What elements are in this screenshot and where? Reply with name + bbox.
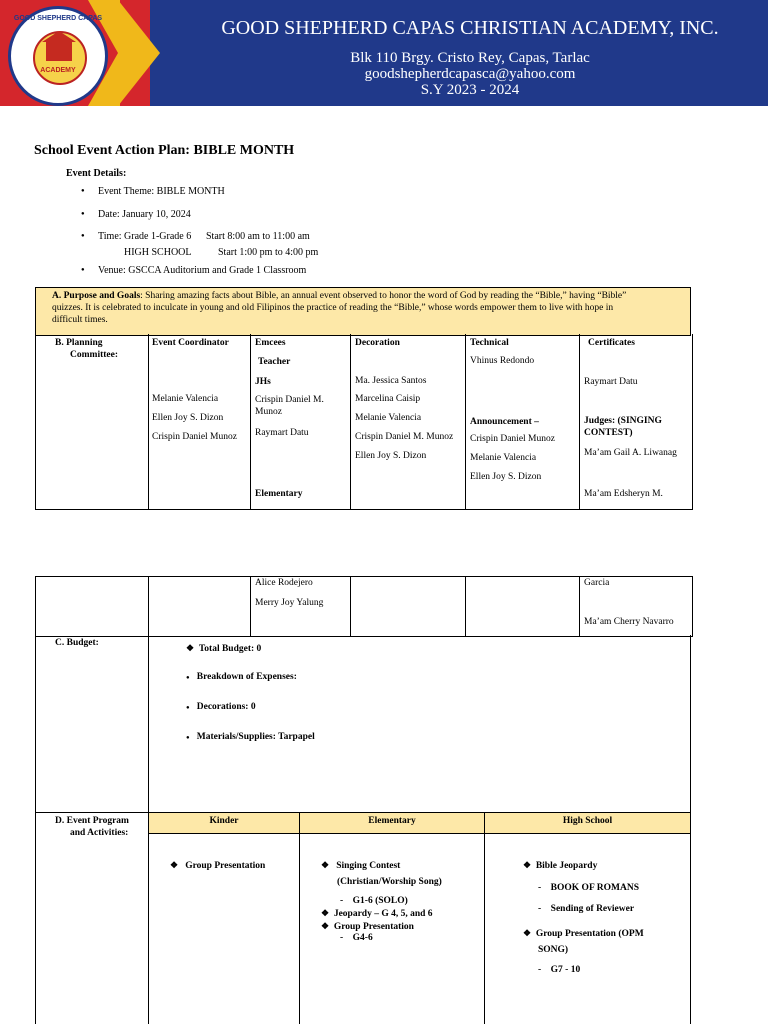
elementary-item-1-desc: (Christian/Worship Song) xyxy=(337,877,442,887)
judge-name-2-cont: Garcia xyxy=(584,578,610,588)
elementary-item-1: ❖ Singing Contest xyxy=(321,860,401,871)
announcement-name-3: Ellen Joy S. Dizon xyxy=(470,472,542,482)
coordinator-name-2: Ellen Joy S. Dizon xyxy=(152,413,224,423)
decoration-heading: Decoration xyxy=(355,338,400,348)
hs-item-1-sub-1: - BOOK OF ROMANS xyxy=(538,883,639,893)
emcee-name-2: Raymart Datu xyxy=(255,428,309,438)
school-logo xyxy=(8,6,108,106)
school-email[interactable]: goodshepherdcapasca@yahoo.com xyxy=(364,66,576,82)
time-hs-label: HIGH SCHOOL xyxy=(124,247,192,258)
banner-yellow-chevron xyxy=(118,0,160,106)
judge-name-2: Ma’am Edsheryn M. xyxy=(584,489,663,499)
hs-item-2-sub: - G7 - 10 xyxy=(538,965,581,975)
bullet-venue: ● Venue: GSCCA Auditorium and Grade 1 Classroom xyxy=(84,265,306,276)
technical-heading: Technical xyxy=(470,338,509,348)
letterhead-banner xyxy=(0,0,768,106)
document-title: School Event Action Plan: BIBLE MONTH xyxy=(34,143,295,158)
coordinator-name-1: Melanie Valencia xyxy=(152,394,219,404)
decoration-name-4: Crispin Daniel M. Munoz xyxy=(355,432,454,442)
judges-heading: Judges: (SINGING CONTEST) xyxy=(584,416,662,438)
budget-row xyxy=(35,635,691,813)
hs-item-2: ❖ Group Presentation (OPM xyxy=(523,928,644,939)
judge-name-1: Ma’am Gail A. Liwanag xyxy=(584,448,677,458)
highschool-heading: High School xyxy=(562,816,613,826)
elementary-item-2: ❖ Jeopardy – G 4, 5, and 6 xyxy=(321,908,433,919)
certificates-name-1: Raymart Datu xyxy=(584,377,638,387)
program-label: D. Event Program and Activities: xyxy=(55,816,129,838)
emcees-teacher: Teacher xyxy=(258,357,291,367)
announcement-heading: Announcement – xyxy=(470,417,539,427)
time-hs: Start 1:00 pm to 4:00 pm xyxy=(218,247,319,258)
emcees-jhs: JHs xyxy=(255,377,271,387)
kinder-heading: Kinder xyxy=(209,816,239,826)
decoration-name-5: Ellen Joy S. Dizon xyxy=(355,451,427,461)
announcement-name-2: Melanie Valencia xyxy=(470,453,537,463)
school-address: Blk 110 Brgy. Cristo Rey, Capas, Tarlac xyxy=(350,50,590,66)
logo-text-top: GOOD SHEPHERD CAPAS xyxy=(13,15,103,22)
decoration-name-3: Melanie Valencia xyxy=(355,413,422,423)
committee-label: B. Planning Committee: xyxy=(55,338,119,360)
elementary-item-3-sub: - G4-6 xyxy=(340,933,373,943)
judge-name-3: Ma’am Cherry Navarro xyxy=(584,617,674,627)
school-name: GOOD SHEPHERD CAPAS CHRISTIAN ACADEMY, INC. xyxy=(221,17,719,39)
emcee-name-3: Alice Rodejero xyxy=(255,578,313,588)
technical-name-1: Vhinus Redondo xyxy=(470,356,535,366)
hs-item-1-sub-2: - Sending of Reviewer xyxy=(538,904,635,914)
hs-item-1: ❖ Bible Jeopardy xyxy=(523,860,598,871)
emcee-name-1: Crispin Daniel M. Munoz xyxy=(255,395,324,417)
budget-label: C. Budget: xyxy=(55,638,99,648)
elementary-heading: Elementary xyxy=(368,816,416,826)
school-year: S.Y 2023 - 2024 xyxy=(420,82,520,98)
budget-materials: ● Materials/Supplies: Tarpapel xyxy=(186,732,315,742)
emcee-name-4: Merry Joy Yalung xyxy=(255,598,324,608)
time-elementary: Start 8:00 am to 11:00 am xyxy=(206,231,310,242)
bullet-time: ● Time: Grade 1-Grade 6 xyxy=(84,231,191,242)
coordinator-heading: Event Coordinator xyxy=(152,338,229,348)
budget-breakdown: ● Breakdown of Expenses: xyxy=(186,672,297,682)
elementary-item-3: ❖ Group Presentation xyxy=(321,921,414,932)
bullet-theme: ● Event Theme: BIBLE MONTH xyxy=(84,186,225,197)
decoration-name-2: Marcelina Caisip xyxy=(355,394,421,404)
purpose-text: A. Purpose and Goals: Sharing amazing facts about Bible, an annual event observed to honor the word of God by reading the “Bible,” having “Bible” quizzes. It is celebrated to inculcate in young and old Filipinos the practice of reading the “Bible,” whose words empower them to live with hope in difficult times. xyxy=(52,291,627,325)
decoration-name-1: Ma. Jessica Santos xyxy=(355,376,427,386)
emcees-elementary: Elementary xyxy=(255,489,303,499)
coordinator-name-3: Crispin Daniel Munoz xyxy=(152,432,237,442)
budget-decorations: ● Decorations: 0 xyxy=(186,702,256,712)
bullet-date: ● Date: January 10, 2024 xyxy=(84,209,191,220)
logo-text-mid: ACADEMY xyxy=(40,67,76,74)
elementary-item-1-sub: - G1-6 (SOLO) xyxy=(340,896,408,906)
event-details-heading: Event Details: xyxy=(66,168,127,179)
certificates-heading: Certificates xyxy=(588,338,635,348)
budget-total: ❖ Total Budget: 0 xyxy=(186,643,262,654)
kinder-item-1: ❖ Group Presentation xyxy=(170,860,266,871)
logo-house xyxy=(46,41,72,61)
emcees-heading: Emcees xyxy=(255,338,286,348)
hs-item-2-desc: SONG) xyxy=(538,945,569,955)
announcement-name-1: Crispin Daniel Munoz xyxy=(470,434,555,444)
